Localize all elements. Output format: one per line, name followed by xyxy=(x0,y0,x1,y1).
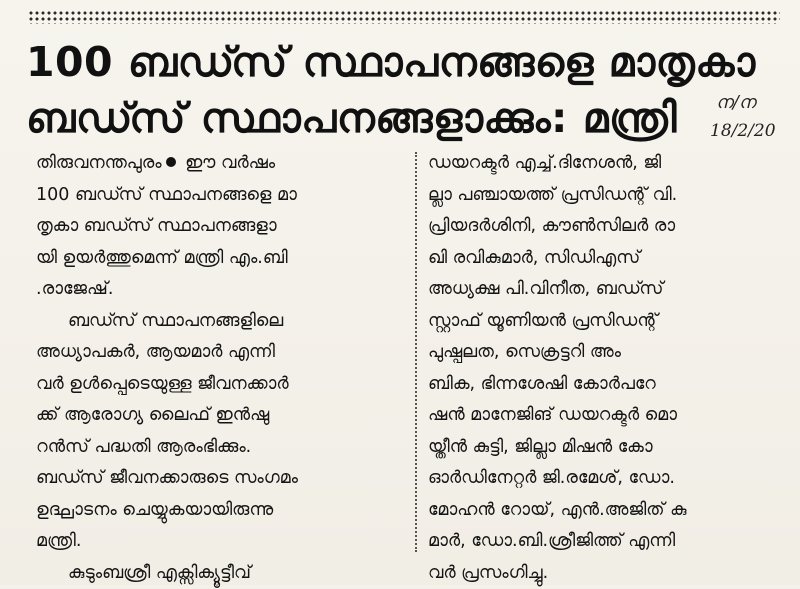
text-line: മാർ, ഡോ.ബി.ശ്രീജിത്ത് എന്നി xyxy=(428,526,778,558)
text-line: സ്റ്റാഫ് യൂണിയൻ പ്രസിഡന്റ് xyxy=(428,306,778,338)
text-line: അധ്യാപകർ, ആയമാർ എന്നി xyxy=(36,337,408,369)
dateline: തിരുവനന്തപുരം xyxy=(36,153,162,173)
bullet-icon xyxy=(166,157,176,167)
text-line: .രാജേഷ്. xyxy=(36,274,408,306)
text-line: അധ്യക്ഷ പി.വിനീത, ബഡ്സ് xyxy=(428,274,778,306)
text-line: യി ഉയർത്തുമെന്ന് മന്ത്രി എം.ബി xyxy=(36,243,408,275)
text-line: ക്ക് ആരോഗ്യ ലൈഫ് ഇൻഷു xyxy=(36,400,408,432)
handwritten-note xyxy=(706,86,798,148)
text-line: 100 ബഡ്സ് സ്ഥാപനങ്ങളെ മാ xyxy=(36,180,408,212)
text-line: ല്ലാ പഞ്ചായത്ത് പ്രസിഡന്റ് വി. xyxy=(428,180,778,212)
text-line: ഉദ്ഘാടനം ചെയ്യുകയായിരുന്നു xyxy=(36,495,408,527)
text-line: റൻസ് പദ്ധതി ആരംഭിക്കും. xyxy=(36,432,408,464)
text-line: ബഡ്സ് സ്ഥാപനങ്ങളിലെ xyxy=(36,306,408,338)
text-line: ബിക, ഭിന്നശേഷി കോർപറേ xyxy=(428,369,778,401)
text-line: ഷൻ മാനേജിങ് ഡയറക്ടർ മൊ xyxy=(428,400,778,432)
text-line: കുടുംബശ്രീ എക്സിക്യൂട്ടീവ് xyxy=(36,558,408,589)
dotted-rule xyxy=(28,10,780,24)
text-line: ഖി രവികുമാർ, സിഡിഎസ് xyxy=(428,243,778,275)
text-line: ഓർഡിനേറ്റർ ജി.രമേശ്, ഡോ. xyxy=(428,463,778,495)
text-line: ഈ വർഷം xyxy=(185,153,275,173)
text-line: യ്തീൻ കുട്ടി, ജില്ലാ മിഷൻ കോ xyxy=(428,432,778,464)
text-line: തൃകാ ബഡ്സ് സ്ഥാപനങ്ങളാ xyxy=(36,211,408,243)
text-line: പുഷ്പലത, സെക്രട്ടറി അം xyxy=(428,337,778,369)
text-line: ഡയറക്ടർ എച്ച്.ദിനേശൻ, ജി xyxy=(428,148,778,180)
text-line: വർ പ്രസംഗിച്ചു. xyxy=(428,558,778,589)
first-line xyxy=(36,148,408,180)
text-line: വർ ഉൾപ്പെടെയുള്ള ജീവനക്കാർ xyxy=(36,369,408,401)
text-line: മോഹൻ റോയ്, എൻ.അജിത് കു xyxy=(428,495,778,527)
headline-line-1: 100 ബഡ്സ് സ്ഥാപനങ്ങളെ മാതൃകാ xyxy=(26,34,726,90)
text-line: പ്രിയദർശിനി, കൗൺസിലർ രാ xyxy=(428,211,778,243)
handwritten-date: 18/2/20 xyxy=(710,121,776,141)
column-divider xyxy=(415,152,417,552)
headline-line-2: ബഡ്സ് സ്ഥാപനങ്ങളാക്കും: മന്ത്രി xyxy=(26,90,726,146)
handwritten-initials: ന/ന xyxy=(716,92,758,113)
article-column-left xyxy=(36,148,408,589)
text-line: ബഡ്സ് ജീവനക്കാരുടെ സംഗമം xyxy=(36,463,408,495)
text-line: മന്ത്രി. xyxy=(36,526,408,558)
headline xyxy=(26,34,726,146)
article-column-right xyxy=(428,148,778,589)
